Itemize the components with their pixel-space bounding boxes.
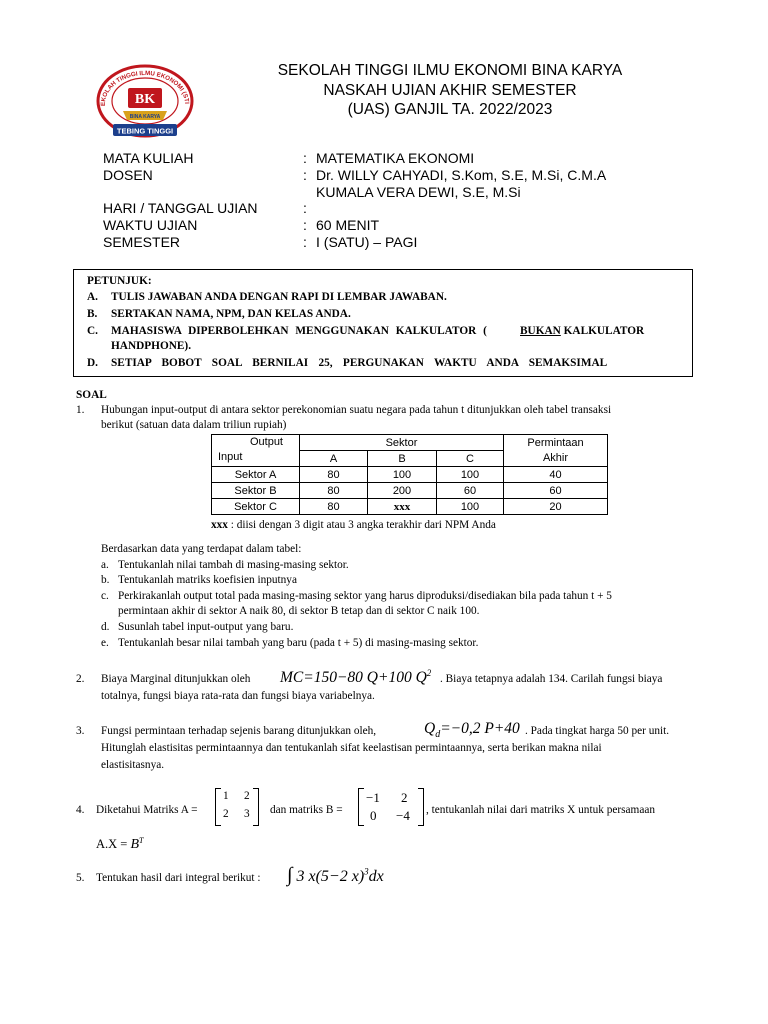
q4-equation: $A.X = B^T$ (96, 836, 144, 853)
q1-e-text: Tentukanlah besar nilai tambah yang baru (pada t + 5) di masing-masing sektor. (118, 637, 479, 649)
q1-b-text: Tentukanlah matriks koefisien inputnya (118, 574, 297, 586)
logo-arc-text: EKOLAH TINGGI ILMU EKONOMI (STI (99, 69, 191, 107)
instructions-box: PETUNJUK: A. TULIS JAWABAN ANDA DENGAN RAPI DI LEMBAR JAWABAN. B. SERTAKAN NAMA, NPM, DAN KELAS ANDA. C. MAHASISWA DIPERBOLEHKAN MENGGUNAKAN KALKULATOR ( BUKAN KALKULATOR HANDPHONE). D. SETIAP BOBOT SOAL BERNILAI 25, PERGUNAKAN WAKTU ANDA SEMAKSIMAL (73, 269, 693, 377)
logo-initials: BK (134, 92, 156, 107)
table-row: Sektor B 80 200 60 60 (212, 483, 608, 499)
q2-formula: MC=150−80 Q+100 $Q^2$ (280, 668, 432, 687)
questions-title: SOAL (76, 389, 107, 401)
instruction-c-tail: BUKAN KALKULATOR (520, 325, 645, 337)
logo-ribbon-text: BINA KARYA (129, 114, 161, 120)
q1-text-2: berikut (satuan data dalam triliun rupiah) (101, 419, 287, 431)
q1-c-letter: c. (101, 590, 109, 602)
header-period: (UAS) GANJIL TA. 2022/2023 (347, 101, 553, 118)
q3-number: 3. (76, 725, 85, 737)
q1-intro: Berdasarkan data yang terdapat dalam tabel: (101, 543, 302, 555)
table-row: Sektor A 80 100 100 40 (212, 467, 608, 483)
q5-number: 5. (76, 872, 85, 884)
q4-text-post: , tentukanlah nilai dari matriks X untuk persamaan (426, 804, 656, 816)
table-col-a: A (300, 451, 368, 467)
q2-text-pre: Biaya Marginal ditunjukkan oleh (101, 673, 251, 685)
q1-b-letter: b. (101, 574, 110, 586)
q1-number: 1. (76, 404, 85, 416)
q5-text-pre: Tentukan hasil dari integral berikut : (96, 872, 261, 884)
table-header-sektor: Sektor (300, 435, 504, 451)
table-note: xxx : diisi dengan 3 digit atau 3 angka terakhir dari NPM Anda (211, 519, 496, 531)
q4-text-pre: Diketahui Matriks A = (96, 804, 198, 816)
header-institution: SEKOLAH TINGGI ILMU EKONOMI BINA KARYA (277, 62, 623, 79)
instruction-c-line2: HANDPHONE). (111, 340, 192, 352)
table-row: Sektor C 80 xxx 100 20 (212, 499, 608, 515)
table-col-b: B (368, 451, 437, 467)
matrix-a: 1 2 2 3 (215, 788, 259, 826)
table-corner-cell: Output Input (212, 435, 300, 467)
instructions-title: PETUNJUK: (87, 275, 152, 287)
q3-text-pre: Fungsi permintaan terhadap sejenis barang ditunjukkan oleh, (101, 725, 377, 737)
q1-a-letter: a. (101, 559, 109, 571)
q5-integral: ∫ 3 x(5−2 x)$^3$dx (287, 864, 384, 886)
q2-number: 2. (76, 673, 85, 685)
q3-formula: $Q_d=-0,2$ P+40 (424, 720, 520, 741)
institution-logo (95, 64, 195, 142)
matrix-b: −1 2 0 −4 (358, 788, 424, 826)
q1-e-letter: e. (101, 637, 109, 649)
q3-text-3: elastisitasnya. (101, 759, 165, 771)
q4-number: 4. (76, 804, 85, 816)
logo-bottom-text: TEBING TINGGI (116, 126, 174, 136)
q1-a-text: Tentukanlah nilai tambah di masing-masing sektor. (118, 559, 349, 571)
input-output-table (211, 434, 608, 515)
q3-text-2: Hitunglah elastisitas permintaannya dan tentukanlah sifat keelastisan permintaannya, serta berikan makna nilai (101, 742, 602, 754)
q1-d-text: Susunlah tabel input-output yang baru. (118, 621, 294, 633)
q3-text-post: . Pada tingkat harga 50 per unit. (525, 725, 670, 737)
table-col-c: C (437, 451, 504, 467)
q1-c-text-2: permintaan akhir di sektor A naik 80, di sektor B tetap dan di sektor C naik 100. (118, 605, 480, 617)
q2-text-2: totalnya, fungsi biaya rata-rata dan fungsi biaya variabelnya. (101, 690, 375, 702)
q1-c-text-1: Perkirakanlah output total pada masing-masing sektor yang harus diproduksi/disediakan bila pada tahun t + 5 (118, 590, 612, 602)
q1-text-1: Hubungan input-output di antara sektor perekonomian suatu negara pada tahun t ditunjukkan oleh tabel transaksi (101, 404, 612, 416)
q2-text-post: . Biaya tetapnya adalah 134. Carilah fungsi biaya (440, 673, 663, 685)
header-exam-title: NASKAH UJIAN AKHIR SEMESTER (323, 82, 577, 99)
q1-d-letter: d. (101, 621, 110, 633)
table-header-demand: Permintaan Akhir (504, 435, 608, 467)
q4-text-mid: dan matriks B = (270, 804, 343, 816)
